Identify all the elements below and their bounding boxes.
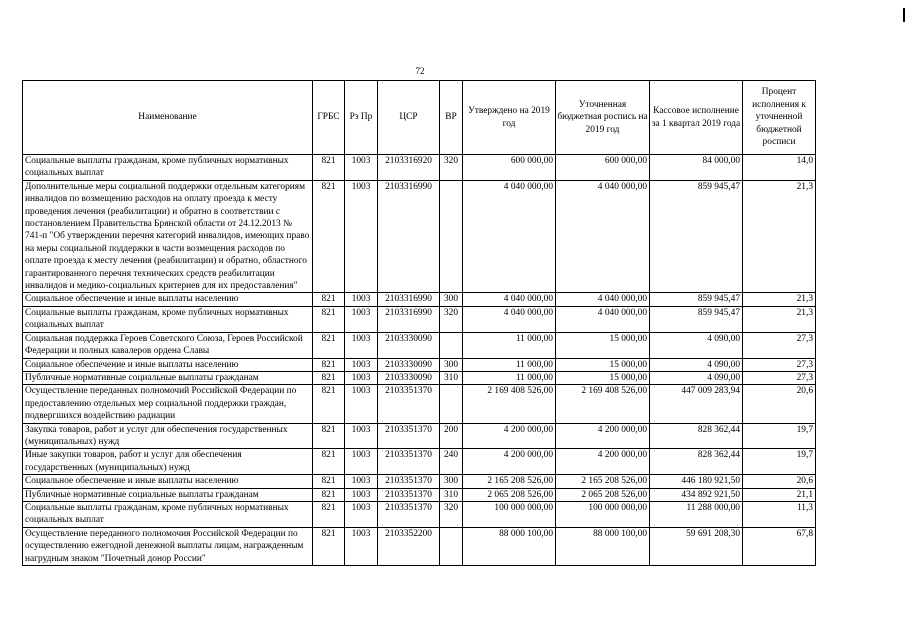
row-vr: 300: [440, 475, 463, 488]
row-cash: 4 090,00: [650, 332, 743, 358]
col-grbs: ГРБС: [313, 81, 345, 155]
row-approved: 2 169 408 526,00: [463, 385, 556, 423]
row-refined: 2 065 208 526,00: [556, 488, 650, 501]
row-grbs: 821: [313, 306, 345, 332]
row-vr: 200: [440, 423, 463, 449]
row-refined: 15 000,00: [556, 371, 650, 384]
row-csr: 2103330090: [378, 371, 440, 384]
budget-table: [22, 80, 816, 566]
row-cash: 859 945,47: [650, 293, 743, 306]
row-name: Социальные выплаты гражданам, кроме публичных нормативных социальных выплат: [23, 501, 313, 527]
row-rzpr: 1003: [345, 306, 378, 332]
row-csr: 2103351370: [378, 488, 440, 501]
row-cash: 11 288 000,00: [650, 501, 743, 527]
table-row: [23, 306, 816, 332]
row-name: Социальное обеспечение и иные выплаты населению: [23, 358, 313, 371]
table-row: [23, 475, 816, 488]
row-approved: 2 165 208 526,00: [463, 475, 556, 488]
table-row: [23, 423, 816, 449]
row-grbs: 821: [313, 180, 345, 293]
row-refined: 4 040 000,00: [556, 306, 650, 332]
row-percent: 14,0: [743, 155, 816, 181]
row-cash: 828 362,44: [650, 449, 743, 475]
row-cash: 84 000,00: [650, 155, 743, 181]
col-refined: Уточненная бюджетная роспись на 2019 год: [556, 81, 650, 155]
table-row: [23, 527, 816, 565]
table-row: [23, 155, 816, 181]
col-approved: Утверждено на 2019 год: [463, 81, 556, 155]
row-approved: 11 000,00: [463, 332, 556, 358]
row-grbs: 821: [313, 449, 345, 475]
row-name: Осуществление переданных полномочий Российской Федерации по предоставлению отдельных мер социальной поддержки граждан, подвергшихся воздействию радиации: [23, 385, 313, 423]
row-percent: 20,6: [743, 385, 816, 423]
row-csr: 2103316990: [378, 306, 440, 332]
row-percent: 20,6: [743, 475, 816, 488]
col-rzpr: Рз Пр: [345, 81, 378, 155]
row-refined: 15 000,00: [556, 332, 650, 358]
row-cash: 446 180 921,50: [650, 475, 743, 488]
row-rzpr: 1003: [345, 449, 378, 475]
row-cash: 859 945,47: [650, 180, 743, 293]
table-row: [23, 488, 816, 501]
row-vr: 300: [440, 293, 463, 306]
row-approved: 11 000,00: [463, 358, 556, 371]
row-refined: 15 000,00: [556, 358, 650, 371]
row-vr: 310: [440, 371, 463, 384]
col-vr: ВР: [440, 81, 463, 155]
row-name: Иные закупки товаров, работ и услуг для обеспечения государственных (муниципальных) нужд: [23, 449, 313, 475]
row-cash: 434 892 921,50: [650, 488, 743, 501]
col-name: Наименование: [23, 81, 313, 155]
row-csr: 2103316990: [378, 180, 440, 293]
row-grbs: 821: [313, 527, 345, 565]
table-row: [23, 358, 816, 371]
row-grbs: 821: [313, 155, 345, 181]
row-vr: 320: [440, 501, 463, 527]
row-grbs: 821: [313, 371, 345, 384]
page-number: 72: [415, 66, 425, 76]
row-rzpr: 1003: [345, 488, 378, 501]
row-grbs: 821: [313, 423, 345, 449]
row-name: Публичные нормативные социальные выплаты гражданам: [23, 371, 313, 384]
row-csr: 2103330090: [378, 358, 440, 371]
row-name: Осуществление переданного полномочия Российской Федерации по осуществлению ежегодной денежной выплаты лицам, награжденным нагрудным знаком "Почетный донор России": [23, 527, 313, 565]
row-grbs: 821: [313, 488, 345, 501]
row-grbs: 821: [313, 385, 345, 423]
row-vr: [440, 332, 463, 358]
row-cash: 859 945,47: [650, 306, 743, 332]
row-cash: 4 090,00: [650, 358, 743, 371]
row-refined: 4 040 000,00: [556, 293, 650, 306]
table-header: [23, 81, 816, 155]
row-refined: 2 165 208 526,00: [556, 475, 650, 488]
row-grbs: 821: [313, 293, 345, 306]
row-percent: 19,7: [743, 449, 816, 475]
row-vr: 240: [440, 449, 463, 475]
row-csr: 2103351370: [378, 385, 440, 423]
row-name: Закупка товаров, работ и услуг для обеспечения государственных (муниципальных) нужд: [23, 423, 313, 449]
row-refined: 2 169 408 526,00: [556, 385, 650, 423]
row-csr: 2103316990: [378, 293, 440, 306]
row-grbs: 821: [313, 501, 345, 527]
row-vr: 320: [440, 155, 463, 181]
row-vr: [440, 180, 463, 293]
row-percent: 67,8: [743, 527, 816, 565]
row-approved: 4 040 000,00: [463, 293, 556, 306]
row-cash: 828 362,44: [650, 423, 743, 449]
row-rzpr: 1003: [345, 385, 378, 423]
row-percent: 21,3: [743, 306, 816, 332]
row-percent: 27,3: [743, 358, 816, 371]
table-row: [23, 501, 816, 527]
row-vr: [440, 527, 463, 565]
row-rzpr: 1003: [345, 371, 378, 384]
row-name: Социальные выплаты гражданам, кроме публичных нормативных социальных выплат: [23, 155, 313, 181]
row-percent: 27,3: [743, 371, 816, 384]
row-approved: 100 000 000,00: [463, 501, 556, 527]
row-name: Дополнительные меры социальной поддержки отдельным категориям инвалидов по возмещению расходов на оплату проезда к месту проведения лечения (реабилитации) и обратно в соответствии с постановлением Правительства Брянской области от 24.12.2013 № 741-п "Об утверждении перечня категорий инвалидов, имеющих право на меры социальной поддержки в части возмещения расходов по оплате проезда к месту лечения (реабилитации) и обратно, областного гарантированного перечня технических средств реабилитации инвалидов и медико-социальных критериев для их предоставления": [23, 180, 313, 293]
row-grbs: 821: [313, 475, 345, 488]
row-percent: 11,3: [743, 501, 816, 527]
row-cash: 4 090,00: [650, 371, 743, 384]
row-rzpr: 1003: [345, 332, 378, 358]
table-row: [23, 293, 816, 306]
row-approved: 4 040 000,00: [463, 180, 556, 293]
row-percent: 19,7: [743, 423, 816, 449]
table-row: [23, 371, 816, 384]
row-approved: 4 040 000,00: [463, 306, 556, 332]
row-approved: 4 200 000,00: [463, 449, 556, 475]
row-grbs: 821: [313, 332, 345, 358]
row-rzpr: 1003: [345, 423, 378, 449]
row-rzpr: 1003: [345, 527, 378, 565]
row-percent: 21,3: [743, 180, 816, 293]
row-name: Социальная поддержка Героев Советского Союза, Героев Российской Федерации и полных кавалеров ордена Славы: [23, 332, 313, 358]
row-vr: [440, 385, 463, 423]
table-row: [23, 449, 816, 475]
row-refined: 4 040 000,00: [556, 180, 650, 293]
table-row: [23, 332, 816, 358]
row-percent: 21,1: [743, 488, 816, 501]
row-refined: 100 000 000,00: [556, 501, 650, 527]
row-cash: 447 009 283,94: [650, 385, 743, 423]
row-rzpr: 1003: [345, 293, 378, 306]
row-cash: 59 691 208,30: [650, 527, 743, 565]
row-approved: 600 000,00: [463, 155, 556, 181]
row-name: Социальные выплаты гражданам, кроме публичных нормативных социальных выплат: [23, 306, 313, 332]
row-rzpr: 1003: [345, 358, 378, 371]
row-rzpr: 1003: [345, 180, 378, 293]
row-rzpr: 1003: [345, 475, 378, 488]
col-csr: ЦСР: [378, 81, 440, 155]
row-refined: 600 000,00: [556, 155, 650, 181]
table-row: [23, 180, 816, 293]
row-csr: 2103352200: [378, 527, 440, 565]
row-rzpr: 1003: [345, 155, 378, 181]
row-percent: 27,3: [743, 332, 816, 358]
row-percent: 21,3: [743, 293, 816, 306]
row-csr: 2103316920: [378, 155, 440, 181]
row-vr: 310: [440, 488, 463, 501]
row-vr: 300: [440, 358, 463, 371]
row-vr: 320: [440, 306, 463, 332]
table-row: [23, 385, 816, 423]
row-csr: 2103330090: [378, 332, 440, 358]
row-approved: 11 000,00: [463, 371, 556, 384]
row-name: Социальное обеспечение и иные выплаты населению: [23, 293, 313, 306]
row-approved: 88 000 100,00: [463, 527, 556, 565]
row-csr: 2103351370: [378, 449, 440, 475]
col-cash: Кассовое исполнение за 1 квартал 2019 года: [650, 81, 743, 155]
row-refined: 4 200 000,00: [556, 449, 650, 475]
row-csr: 2103351370: [378, 501, 440, 527]
row-rzpr: 1003: [345, 501, 378, 527]
row-name: Публичные нормативные социальные выплаты гражданам: [23, 488, 313, 501]
row-refined: 4 200 000,00: [556, 423, 650, 449]
row-csr: 2103351370: [378, 423, 440, 449]
row-approved: 4 200 000,00: [463, 423, 556, 449]
col-percent: Процент исполнения к уточненной бюджетной росписи: [743, 81, 816, 155]
row-grbs: 821: [313, 358, 345, 371]
row-refined: 88 000 100,00: [556, 527, 650, 565]
row-csr: 2103351370: [378, 475, 440, 488]
row-name: Социальное обеспечение и иные выплаты населению: [23, 475, 313, 488]
row-approved: 2 065 208 526,00: [463, 488, 556, 501]
